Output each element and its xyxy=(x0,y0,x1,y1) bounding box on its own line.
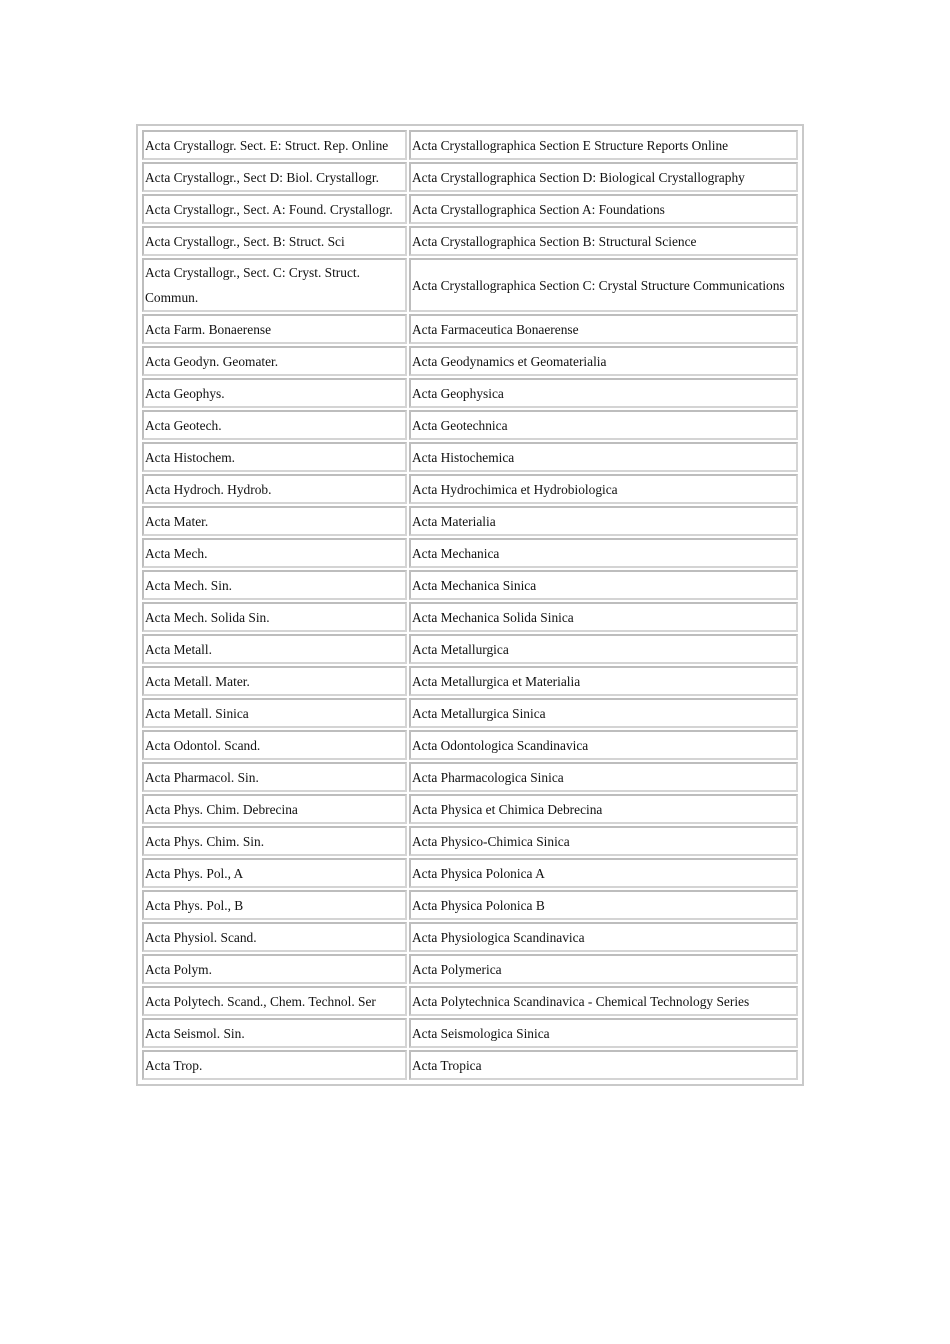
full-title-cell: Acta Physiologica Scandinavica xyxy=(409,922,798,952)
full-title-cell: Acta Seismologica Sinica xyxy=(409,1018,798,1048)
abbreviation-cell: Acta Pharmacol. Sin. xyxy=(142,762,407,792)
table-row xyxy=(142,130,798,160)
table-row xyxy=(142,922,798,952)
full-title-cell: Acta Crystallographica Section E Structure Reports Online xyxy=(409,130,798,160)
table-row xyxy=(142,954,798,984)
table-row xyxy=(142,538,798,568)
table-row xyxy=(142,794,798,824)
full-title-cell: Acta Materialia xyxy=(409,506,798,536)
table-row xyxy=(142,258,798,312)
abbreviation-cell: Acta Phys. Chim. Debrecina xyxy=(142,794,407,824)
table-row xyxy=(142,634,798,664)
full-title-cell: Acta Mechanica Sinica xyxy=(409,570,798,600)
full-title-cell: Acta Geotechnica xyxy=(409,410,798,440)
abbreviation-cell: Acta Crystallogr. Sect. E: Struct. Rep. Online xyxy=(142,130,407,160)
journal-table-body xyxy=(142,130,798,1080)
full-title-cell: Acta Crystallographica Section A: Foundations xyxy=(409,194,798,224)
table-row xyxy=(142,762,798,792)
table-row xyxy=(142,826,798,856)
abbreviation-cell: Acta Odontol. Scand. xyxy=(142,730,407,760)
table-row xyxy=(142,666,798,696)
abbreviation-cell: Acta Geotech. xyxy=(142,410,407,440)
abbreviation-cell: Acta Crystallogr., Sect. B: Struct. Sci xyxy=(142,226,407,256)
table-row xyxy=(142,410,798,440)
table-row xyxy=(142,346,798,376)
full-title-cell: Acta Metallurgica xyxy=(409,634,798,664)
abbreviation-cell: Acta Mech. Sin. xyxy=(142,570,407,600)
abbreviation-cell: Acta Crystallogr., Sect D: Biol. Crystallogr. xyxy=(142,162,407,192)
abbreviation-cell: Acta Metall. Sinica xyxy=(142,698,407,728)
full-title-cell: Acta Geodynamics et Geomaterialia xyxy=(409,346,798,376)
full-title-cell: Acta Physica et Chimica Debrecina xyxy=(409,794,798,824)
table-row xyxy=(142,890,798,920)
table-row xyxy=(142,698,798,728)
full-title-cell: Acta Odontologica Scandinavica xyxy=(409,730,798,760)
abbreviation-cell: Acta Geodyn. Geomater. xyxy=(142,346,407,376)
abbreviation-cell: Acta Trop. xyxy=(142,1050,407,1080)
abbreviation-cell: Acta Mater. xyxy=(142,506,407,536)
full-title-cell: Acta Polytechnica Scandinavica - Chemical Technology Series xyxy=(409,986,798,1016)
abbreviation-cell: Acta Farm. Bonaerense xyxy=(142,314,407,344)
abbreviation-cell: Acta Geophys. xyxy=(142,378,407,408)
full-title-cell: Acta Histochemica xyxy=(409,442,798,472)
abbreviation-cell: Acta Physiol. Scand. xyxy=(142,922,407,952)
full-title-cell: Acta Crystallographica Section B: Structural Science xyxy=(409,226,798,256)
table-row xyxy=(142,226,798,256)
journal-abbreviation-table xyxy=(136,124,804,1086)
table-row xyxy=(142,506,798,536)
full-title-cell: Acta Tropica xyxy=(409,1050,798,1080)
table-row xyxy=(142,730,798,760)
full-title-cell: Acta Hydrochimica et Hydrobiologica xyxy=(409,474,798,504)
table-row xyxy=(142,378,798,408)
abbreviation-cell: Acta Polytech. Scand., Chem. Technol. Ser xyxy=(142,986,407,1016)
table-row xyxy=(142,442,798,472)
table-row xyxy=(142,194,798,224)
abbreviation-cell: Acta Seismol. Sin. xyxy=(142,1018,407,1048)
abbreviation-cell: Acta Crystallogr., Sect. A: Found. Crystallogr. xyxy=(142,194,407,224)
full-title-cell: Acta Mechanica xyxy=(409,538,798,568)
journal-table xyxy=(140,128,800,1082)
full-title-cell: Acta Metallurgica Sinica xyxy=(409,698,798,728)
abbreviation-cell: Acta Metall. Mater. xyxy=(142,666,407,696)
full-title-cell: Acta Metallurgica et Materialia xyxy=(409,666,798,696)
abbreviation-cell: Acta Mech. xyxy=(142,538,407,568)
full-title-cell: Acta Polymerica xyxy=(409,954,798,984)
abbreviation-cell: Acta Metall. xyxy=(142,634,407,664)
full-title-cell: Acta Crystallographica Section D: Biological Crystallography xyxy=(409,162,798,192)
full-title-cell: Acta Pharmacologica Sinica xyxy=(409,762,798,792)
table-row xyxy=(142,570,798,600)
full-title-cell: Acta Geophysica xyxy=(409,378,798,408)
table-row xyxy=(142,602,798,632)
abbreviation-cell: Acta Phys. Pol., A xyxy=(142,858,407,888)
full-title-cell: Acta Crystallographica Section C: Crystal Structure Communications xyxy=(409,258,798,312)
abbreviation-cell: Acta Polym. xyxy=(142,954,407,984)
full-title-cell: Acta Physico-Chimica Sinica xyxy=(409,826,798,856)
table-row xyxy=(142,162,798,192)
table-row xyxy=(142,986,798,1016)
abbreviation-cell: Acta Mech. Solida Sin. xyxy=(142,602,407,632)
table-row xyxy=(142,1050,798,1080)
table-row xyxy=(142,858,798,888)
abbreviation-cell: Acta Phys. Chim. Sin. xyxy=(142,826,407,856)
table-row xyxy=(142,1018,798,1048)
full-title-cell: Acta Physica Polonica A xyxy=(409,858,798,888)
abbreviation-cell: Acta Crystallogr., Sect. C: Cryst. Struct. Commun. xyxy=(142,258,407,312)
full-title-cell: Acta Farmaceutica Bonaerense xyxy=(409,314,798,344)
full-title-cell: Acta Mechanica Solida Sinica xyxy=(409,602,798,632)
abbreviation-cell: Acta Phys. Pol., B xyxy=(142,890,407,920)
abbreviation-cell: Acta Hydroch. Hydrob. xyxy=(142,474,407,504)
table-row xyxy=(142,314,798,344)
table-row xyxy=(142,474,798,504)
abbreviation-cell: Acta Histochem. xyxy=(142,442,407,472)
full-title-cell: Acta Physica Polonica B xyxy=(409,890,798,920)
